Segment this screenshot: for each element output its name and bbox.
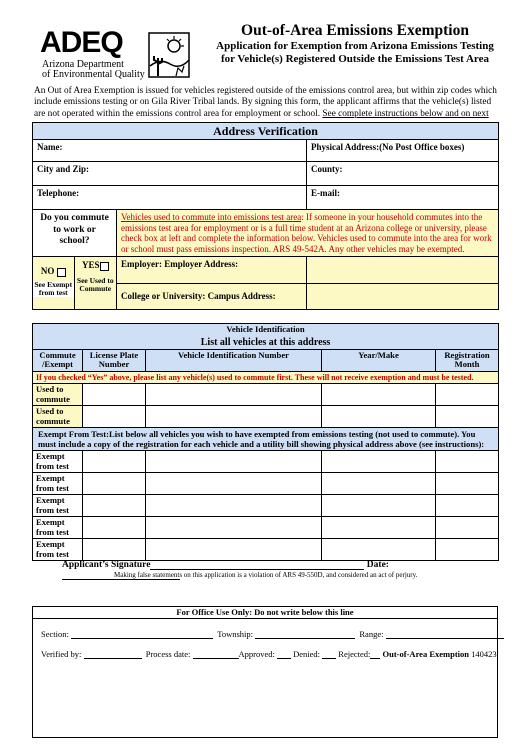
email-label: E-mail: [311, 188, 340, 198]
approved-label: Approved: [238, 649, 275, 659]
section-label: Section: [41, 629, 69, 639]
perjury-notice: Making false statements on this application is a violation of ARS 49-550D, and considered an act of perjury. [114, 571, 418, 579]
rejected-label: Rejected: [338, 649, 371, 659]
col-vin: Vehicle Identification Number [146, 349, 322, 371]
vin-cell[interactable] [146, 495, 322, 517]
table-row [33, 539, 499, 561]
year-make-cell[interactable] [322, 473, 436, 495]
yes-note: See Used to Commute [76, 275, 114, 293]
month-cell[interactable] [436, 451, 499, 473]
license-cell[interactable] [83, 539, 146, 561]
col-commute-exempt: Commute /Exempt [33, 349, 83, 371]
denied-label: Denied: [293, 649, 321, 659]
yes-option[interactable]: YES See Used to Commute [75, 257, 117, 309]
process-line[interactable] [193, 650, 239, 659]
commute-vehicles-note: If you checked “Yes” above, please list any vehicle(s) used to commute first. These will not receive exemption and must be tested. [33, 371, 499, 384]
name-label: Name: [37, 142, 63, 152]
row-label: Exempt from test [33, 539, 83, 561]
signature-label: Applicant’s Signature [62, 560, 151, 570]
office-use-header: For Office Use Only: Do not write below this line [33, 607, 497, 619]
month-cell[interactable] [436, 539, 499, 561]
address-verification-table [32, 122, 499, 310]
commute-question: Do you commute to work or school? [33, 210, 117, 257]
county-field[interactable] [307, 162, 499, 186]
vehicle-section-header: Vehicle Identification [33, 324, 499, 336]
verified-label: Verified by: [41, 649, 82, 659]
no-option[interactable]: NO See Exempt from test [33, 257, 75, 309]
commute-notice: Vehicles used to commute into emissions test area: If someone in your household commutes into the emissions test area for employment or is a full time student at an Arizona college or university, please check box at left and complete the information below. Vehicles used to commute into the area for work or school must pass emissions inspection. ARS 49-542A. Any other vehicles may be exempted. [117, 210, 499, 257]
year-make-cell[interactable] [322, 451, 436, 473]
table-row [33, 384, 499, 406]
month-cell[interactable] [436, 495, 499, 517]
month-cell[interactable] [436, 517, 499, 539]
range-line[interactable] [386, 630, 504, 639]
vehicle-identification-table [32, 323, 499, 561]
desert-sun-icon [148, 32, 190, 78]
vin-cell[interactable] [146, 517, 322, 539]
table-row [33, 451, 499, 473]
vehicle-section-subheader: List all vehicles at this address [33, 336, 499, 350]
table-row [33, 406, 499, 428]
township-label: Township: [217, 629, 254, 639]
subtitle-1: Application for Exemption from Arizona Emissions Testing [216, 40, 494, 52]
office-row-status [41, 649, 497, 659]
page-title: Out-of-Area Emissions Exemption [241, 22, 469, 39]
row-label: Exempt from test [33, 473, 83, 495]
name-field[interactable] [33, 140, 307, 162]
commute-choice [33, 257, 117, 310]
telephone-label: Telephone: [37, 188, 80, 198]
date-line[interactable] [62, 579, 180, 580]
col-registration-month: Registration Month [436, 349, 499, 371]
license-cell[interactable] [83, 406, 146, 428]
logo-mark: ADEQ [40, 26, 123, 59]
license-cell[interactable] [83, 495, 146, 517]
col-year-make: Year/Make [322, 349, 436, 371]
exempt-vehicles-note: Exempt From Test:List below all vehicles you wish to have exempted from emissions testing (not used to commute). You must include a copy of the registration for each vehicle and a utility bill showing physical address above (see instructions): [33, 428, 499, 451]
email-field[interactable] [307, 186, 499, 210]
year-make-cell[interactable] [322, 384, 436, 406]
logo-line2: of Environmental Quality [42, 69, 145, 80]
city-zip-field[interactable] [33, 162, 307, 186]
month-cell[interactable] [436, 473, 499, 495]
license-cell[interactable] [83, 384, 146, 406]
employer-value[interactable] [307, 257, 499, 284]
college-value[interactable] [307, 283, 499, 310]
year-make-cell[interactable] [322, 539, 436, 561]
denied-line[interactable] [322, 650, 336, 659]
range-label: Range: [359, 629, 384, 639]
subtitle-2: for Vehicle(s) Registered Outside the Emissions Test Area [221, 53, 489, 65]
process-label: Process date: [145, 649, 191, 659]
month-cell[interactable] [436, 384, 499, 406]
table-row [33, 473, 499, 495]
verified-line[interactable] [84, 650, 142, 659]
no-checkbox[interactable] [57, 268, 66, 277]
adeq-logo [40, 28, 190, 84]
row-label: Used to commute [33, 384, 83, 406]
month-cell[interactable] [436, 406, 499, 428]
vin-cell[interactable] [146, 539, 322, 561]
vin-cell[interactable] [146, 473, 322, 495]
yes-checkbox[interactable] [100, 262, 109, 271]
signature-line[interactable] [150, 569, 364, 570]
vin-cell[interactable] [146, 406, 322, 428]
row-label: Exempt from test [33, 495, 83, 517]
row-label: Exempt from test [33, 451, 83, 473]
table-row [33, 495, 499, 517]
address-section-header: Address Verification [33, 123, 499, 140]
section-line[interactable] [71, 630, 213, 639]
logo-line1: Arizona Department [42, 59, 124, 70]
employer-field[interactable]: Employer: Employer Address: [117, 257, 307, 284]
col-license-plate: License Plate Number [83, 349, 146, 371]
physical-address-field[interactable] [307, 140, 499, 162]
no-note: See Exempt from test [34, 279, 73, 297]
license-cell[interactable] [83, 451, 146, 473]
form-code: 140423 [471, 649, 497, 659]
form-header [30, 22, 500, 84]
telephone-field[interactable] [33, 186, 307, 210]
college-field[interactable]: College or University: Campus Address: [117, 283, 307, 310]
row-label: Exempt from test [33, 517, 83, 539]
table-row [33, 517, 499, 539]
instructions-link[interactable]: See complete instructions below and on next [322, 108, 489, 119]
license-cell[interactable] [83, 517, 146, 539]
rejected-line[interactable] [370, 650, 380, 659]
license-cell[interactable] [83, 473, 146, 495]
form-name: Out-of-Area Exemption [382, 649, 470, 659]
office-row-location [41, 629, 504, 639]
office-use-box [32, 606, 498, 738]
date-label: Date: [366, 560, 389, 570]
intro-text: An Out of Area Exemption is issued for vehicles registered outside of the emissions control area, but within zip codes which include emissions testing or on Gila River Tribal lands. By signing this form, the applicant affirms that the vehicle(s) listed are not operated within the emissions control area for employment or school. [34, 86, 497, 119]
row-label: Used to commute [33, 406, 83, 428]
vin-cell[interactable] [146, 384, 322, 406]
approved-line[interactable] [277, 650, 291, 659]
year-make-cell[interactable] [322, 517, 436, 539]
year-make-cell[interactable] [322, 495, 436, 517]
city-zip-label: City and Zip: [37, 164, 90, 174]
year-make-cell[interactable] [322, 406, 436, 428]
township-line[interactable] [255, 630, 355, 639]
county-label: County: [311, 164, 343, 174]
physical-address-label: Physical Address:(No Post Office boxes) [311, 142, 465, 152]
title-block [210, 22, 500, 66]
vin-cell[interactable] [146, 451, 322, 473]
